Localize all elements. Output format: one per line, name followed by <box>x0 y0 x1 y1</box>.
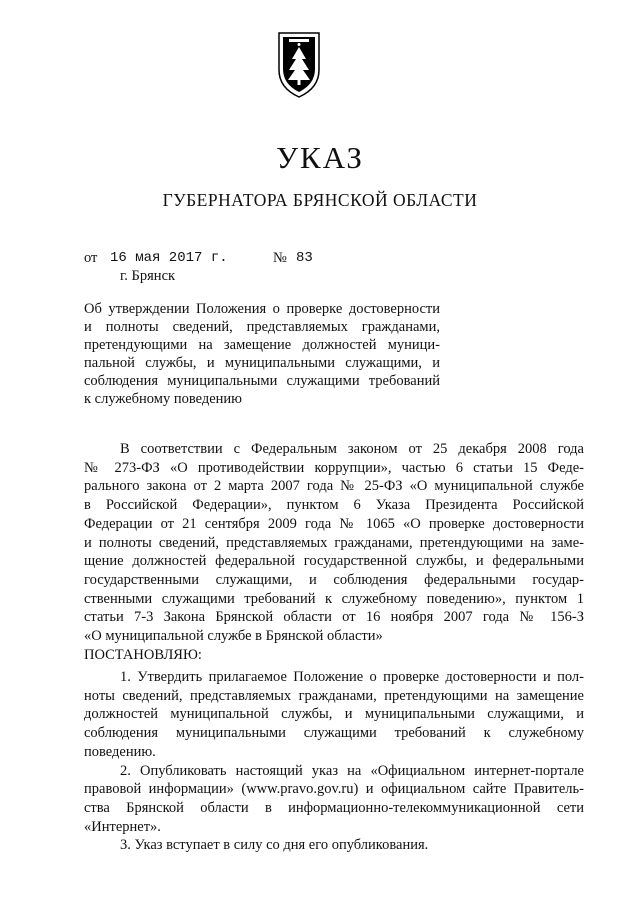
preamble-line: рального закона от 2 марта 2007 года № 25-ФЗ «О муниципальной службе <box>84 478 584 495</box>
item-3-line: 3. Указ вступает в силу со дня его опубликования. <box>120 837 429 854</box>
decree-items <box>84 668 584 855</box>
preamble-line: щение должностей федеральной государственной службы, и федеральными <box>84 553 584 570</box>
document-title: УКАЗ <box>276 140 364 175</box>
item-1-line: соблюдения муниципальными служащими требований к служебному <box>84 725 584 742</box>
item-1-line: поведению. <box>84 743 156 760</box>
item-2-line: «Интернет». <box>84 818 161 835</box>
coat-of-arms-icon <box>270 30 328 100</box>
document-subtitle: ГУБЕРНАТОРА БРЯНСКОЙ ОБЛАСТИ <box>162 190 478 210</box>
preamble-line: В соответствии с Федеральным законом от 25 декабря 2008 года <box>120 441 584 457</box>
preamble-line: и полноты сведений, представляемых гражданами, претендующими на заме- <box>84 534 584 551</box>
item-2-line: 2. Опубликовать настоящий указ на «Официальном интернет-портале <box>120 762 584 779</box>
number-value: 83 <box>296 250 313 266</box>
subject-line: соблюдения муниципальными служащими требований <box>84 373 440 389</box>
preamble-line: «О муниципальной службе в Брянской области» <box>84 628 383 645</box>
date-prefix: от <box>84 250 98 266</box>
item-2-line: правовой информации» (www.pravo.gov.ru) и официальном сайте Правитель- <box>84 781 584 798</box>
subject-line: пальной службы, и муниципальными служащими, и <box>84 355 440 371</box>
subject-line: к служебному поведению <box>84 391 243 407</box>
decree-word: ПОСТАНОВЛЯЮ: <box>84 646 202 663</box>
preamble-line: Федерации от 21 сентября 2009 года № 1065 «О проверке достоверности <box>84 515 584 532</box>
preamble-line: ственными служащими требований к служебному поведению», пунктом 1 <box>84 590 584 607</box>
number-prefix: № <box>273 250 287 266</box>
subject-line: и полноты сведений, представляемых гражданами, <box>84 319 440 335</box>
city: г. Брянск <box>120 268 176 284</box>
preamble-line: № 273-ФЗ «О противодействии коррупции», частью 6 статьи 15 Феде- <box>84 459 584 476</box>
item-1-line: 1. Утвердить прилагаемое Положение о проверке достоверности и пол- <box>120 669 584 685</box>
item-1-line: ноты сведений, представляемых гражданами, претендующими на замещение <box>84 687 584 704</box>
item-2-line: ства Брянской области в информационно-телекоммуникационной сети <box>84 799 584 816</box>
document-subject <box>84 300 440 408</box>
preamble-paragraph <box>84 440 584 664</box>
date-value: 16 мая 2017 г. <box>110 250 228 266</box>
item-1-line: должностей муниципальной службы, и муниципальными служащими, и <box>84 706 584 723</box>
subject-line: Об утверждении Положения о проверке достоверности <box>84 301 440 317</box>
preamble-line: государственными служащими, и соблюдения федеральными государ- <box>84 571 584 588</box>
preamble-line: в Российской Федерации», пунктом 6 Указа Президента Российской <box>84 497 584 514</box>
subject-line: претендующими на замещение должностей муници- <box>84 337 440 353</box>
preamble-line: статьи 7-3 Закона Брянской области от 16 ноября 2007 года № 156-З <box>84 609 584 626</box>
